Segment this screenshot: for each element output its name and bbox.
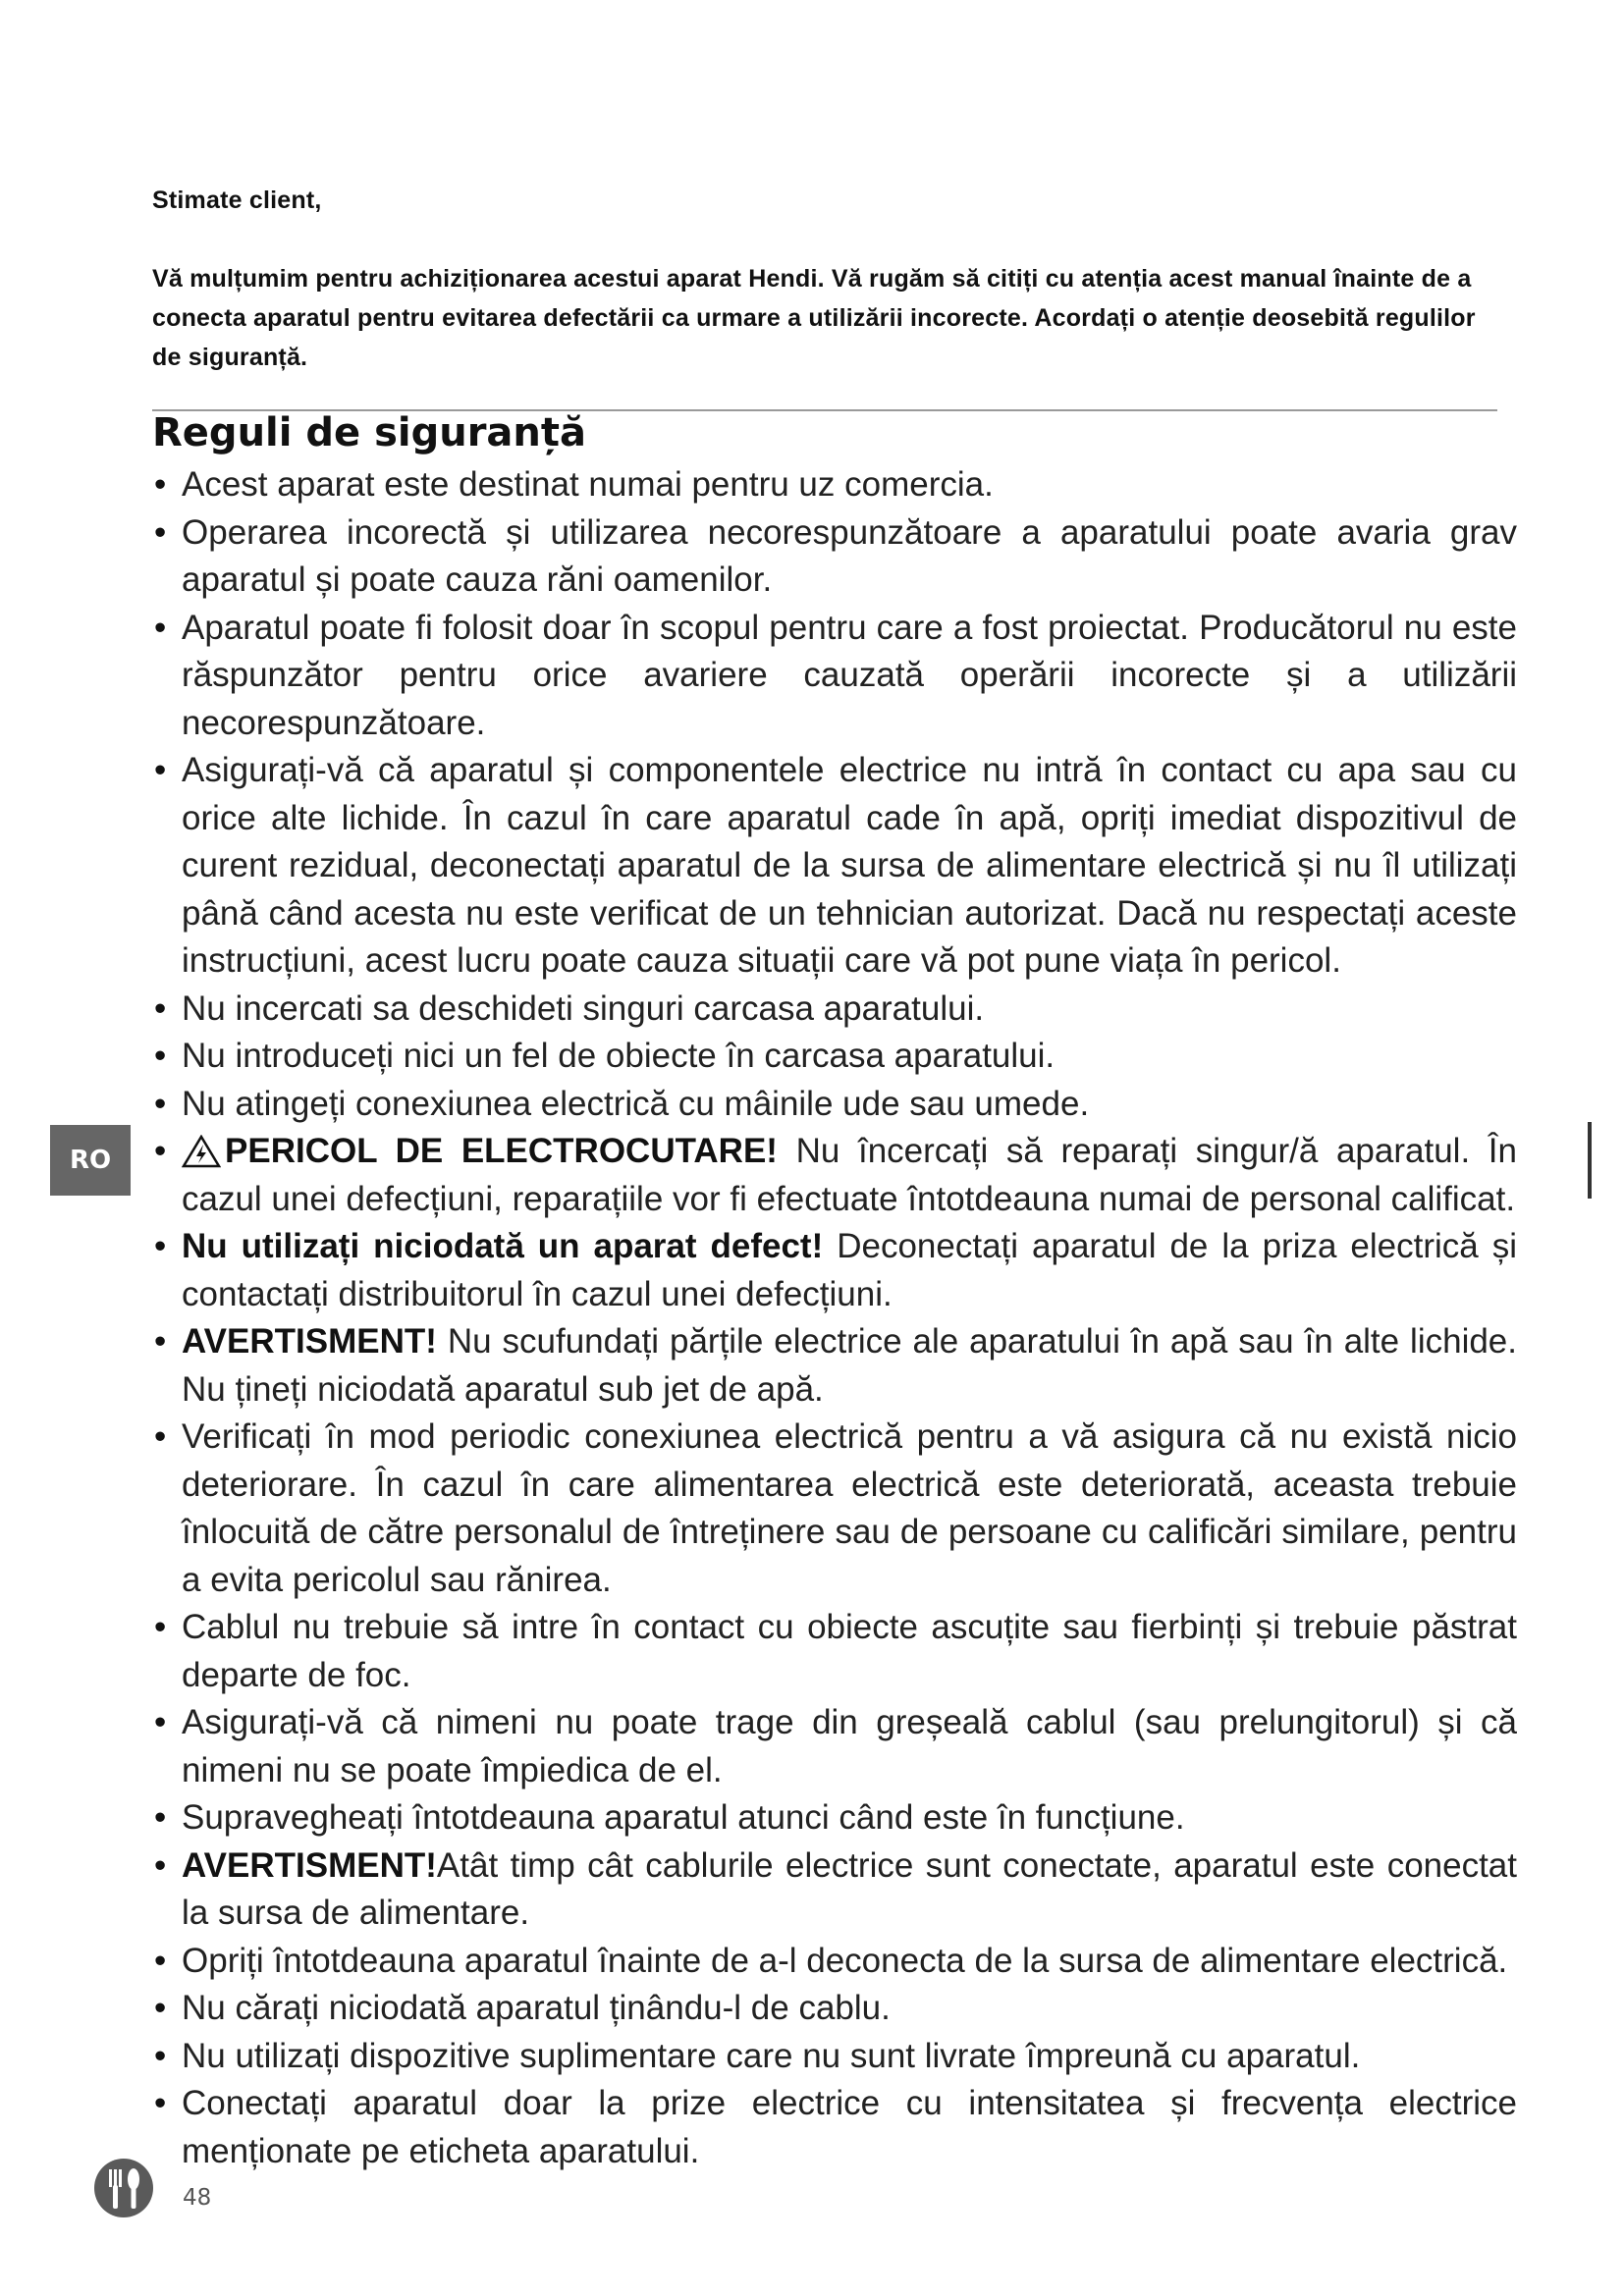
greeting: Stimate client, [152, 187, 322, 214]
safety-rule-item [152, 1794, 1517, 1842]
safety-rule-item [152, 509, 1517, 605]
page-number: 48 [183, 2185, 212, 2211]
rule-text: Nu incercati sa deschideti singuri carcasa aparatului. [182, 988, 985, 1028]
safety-rule-item [152, 2080, 1517, 2175]
safety-rule-item [152, 1985, 1517, 2033]
safety-rule-item [152, 1033, 1517, 1081]
rule-text: Supravegheați întotdeauna aparatul atunci când este în funcțiune. [182, 1798, 1185, 1837]
intro-paragraph: Vă mulțumim pentru achiziționarea acestui aparat Hendi. Vă rugăm să citiți cu atenția acest manual înainte de a conecta aparatul pentru evitarea defectării ca urmare a utilizării incorecte. Acordați o atenție deosebită regulilor de siguranță. [152, 265, 1476, 371]
rule-text: Acest aparat este destinat numai pentru uz comercia. [182, 465, 994, 504]
safety-rule-item [152, 1699, 1517, 1794]
rule-text: Nu cărați niciodată aparatul ținându-l de cablu. [182, 1989, 891, 2027]
safety-rule-item [152, 1318, 1517, 1414]
rule-text: Asigurați-vă că aparatul și componentele electrice nu intră în contact cu apa sau cu orice alte lichide. În cazul în care aparatul cade în apă, opriți imediat dispozitivul de curent rezidual, deconectați aparatul de la sursa de alimentare electrică și nu îl utilizați până când acesta nu este verificat de un tehnician autorizat. Dacă nu respectați aceste instrucțiuni, acest lucru poate cauza situații care vă pot pune viața în pericol. [182, 751, 1517, 980]
rule-text: Nu scufundați părțile electrice ale aparatului în apă sau în alte lichide. Nu țineți niciodată aparatul sub jet de apă. [182, 1322, 1517, 1409]
rule-text: Aparatul poate fi folosit doar în scopul pentru care a fost proiectat. Producătorul nu este răspunzător pentru orice avariere cauzată operării incorecte și a utilizării necorespunzătoare. [182, 608, 1517, 742]
safety-rule-item [152, 1604, 1517, 1699]
rule-lead: AVERTISMENT! [182, 1322, 437, 1361]
safety-rule-item [152, 461, 1517, 509]
safety-rule-item [152, 1414, 1517, 1604]
rule-text: Nu încercați să reparați singur/ă aparatul. În cazul unei defecțiuni, reparațiile vor fi efectuate întotdeauna numai de personal calificat. [182, 1132, 1517, 1218]
safety-rule-item [152, 1081, 1517, 1129]
rule-text: Nu atingeți conexiunea electrică cu mâinile ude sau umede. [182, 1084, 1090, 1123]
safety-rules-list [152, 461, 1517, 2175]
rule-text: Cablul nu trebuie să intre în contact cu obiecte ascuțite sau fierbinți și trebuie păstrat departe de foc. [182, 1608, 1517, 1694]
safety-rule-item [152, 2033, 1517, 2081]
page-edge-marker [1588, 1122, 1592, 1199]
rule-text: Nu utilizați dispozitive suplimentare care nu sunt livrate împreună cu aparatul. [182, 2036, 1361, 2075]
safety-rule-item [152, 1842, 1517, 1938]
rule-text: Atât timp cât cablurile electrice sunt conectate, aparatul este conectat la sursa de alimentare. [182, 1845, 1517, 1932]
rule-lead: PERICOL DE ELECTROCUTARE! [225, 1132, 778, 1170]
cutlery-logo-icon [93, 2158, 154, 2218]
safety-rule-item [152, 747, 1517, 986]
rule-text: Operarea incorectă și utilizarea necorespunzătoare a aparatului poate avaria grav aparatul și poate cauza răni oamenilor. [182, 512, 1517, 599]
rule-lead: AVERTISMENT! [182, 1845, 437, 1885]
language-tab: RO [50, 1125, 131, 1196]
safety-rule-item [152, 1128, 1517, 1223]
rule-lead: Nu utilizați niciodată un aparat defect! [182, 1227, 824, 1265]
rule-text: Deconectați aparatul de la priza electrică și contactați distribuitorul în cazul unei defecțiuni. [182, 1227, 1517, 1313]
safety-rule-item [152, 986, 1517, 1034]
electric-hazard-icon [182, 1135, 221, 1168]
rule-text: Conectați aparatul doar la prize electrice cu intensitatea și frecvența electrice menționate pe eticheta aparatului. [182, 2084, 1517, 2170]
rule-text: Opriți întotdeauna aparatul înainte de a-l deconecta de la sursa de alimentare electrică. [182, 1941, 1508, 1980]
section-title: Reguli de siguranță [152, 410, 587, 455]
rule-text: Asigurați-vă că nimeni nu poate trage din greșeală cablul (sau prelungitorul) și că nimeni nu se poate împiedica de el. [182, 1703, 1517, 1789]
safety-rule-item [152, 1938, 1517, 1986]
safety-rule-item [152, 1223, 1517, 1318]
rule-text: Nu introduceți nici un fel de obiecte în carcasa aparatului. [182, 1037, 1056, 1075]
rule-text: Verificați în mod periodic conexiunea electrică pentru a vă asigura că nu există nicio deteriorare. În cazul în care alimentarea electrică este deteriorată, aceasta trebuie înlocuită de către personalul de întreținere sau de persoane cu calificări similare, pentru a evita pericolul sau rănirea. [182, 1417, 1517, 1599]
safety-rule-item [152, 605, 1517, 748]
